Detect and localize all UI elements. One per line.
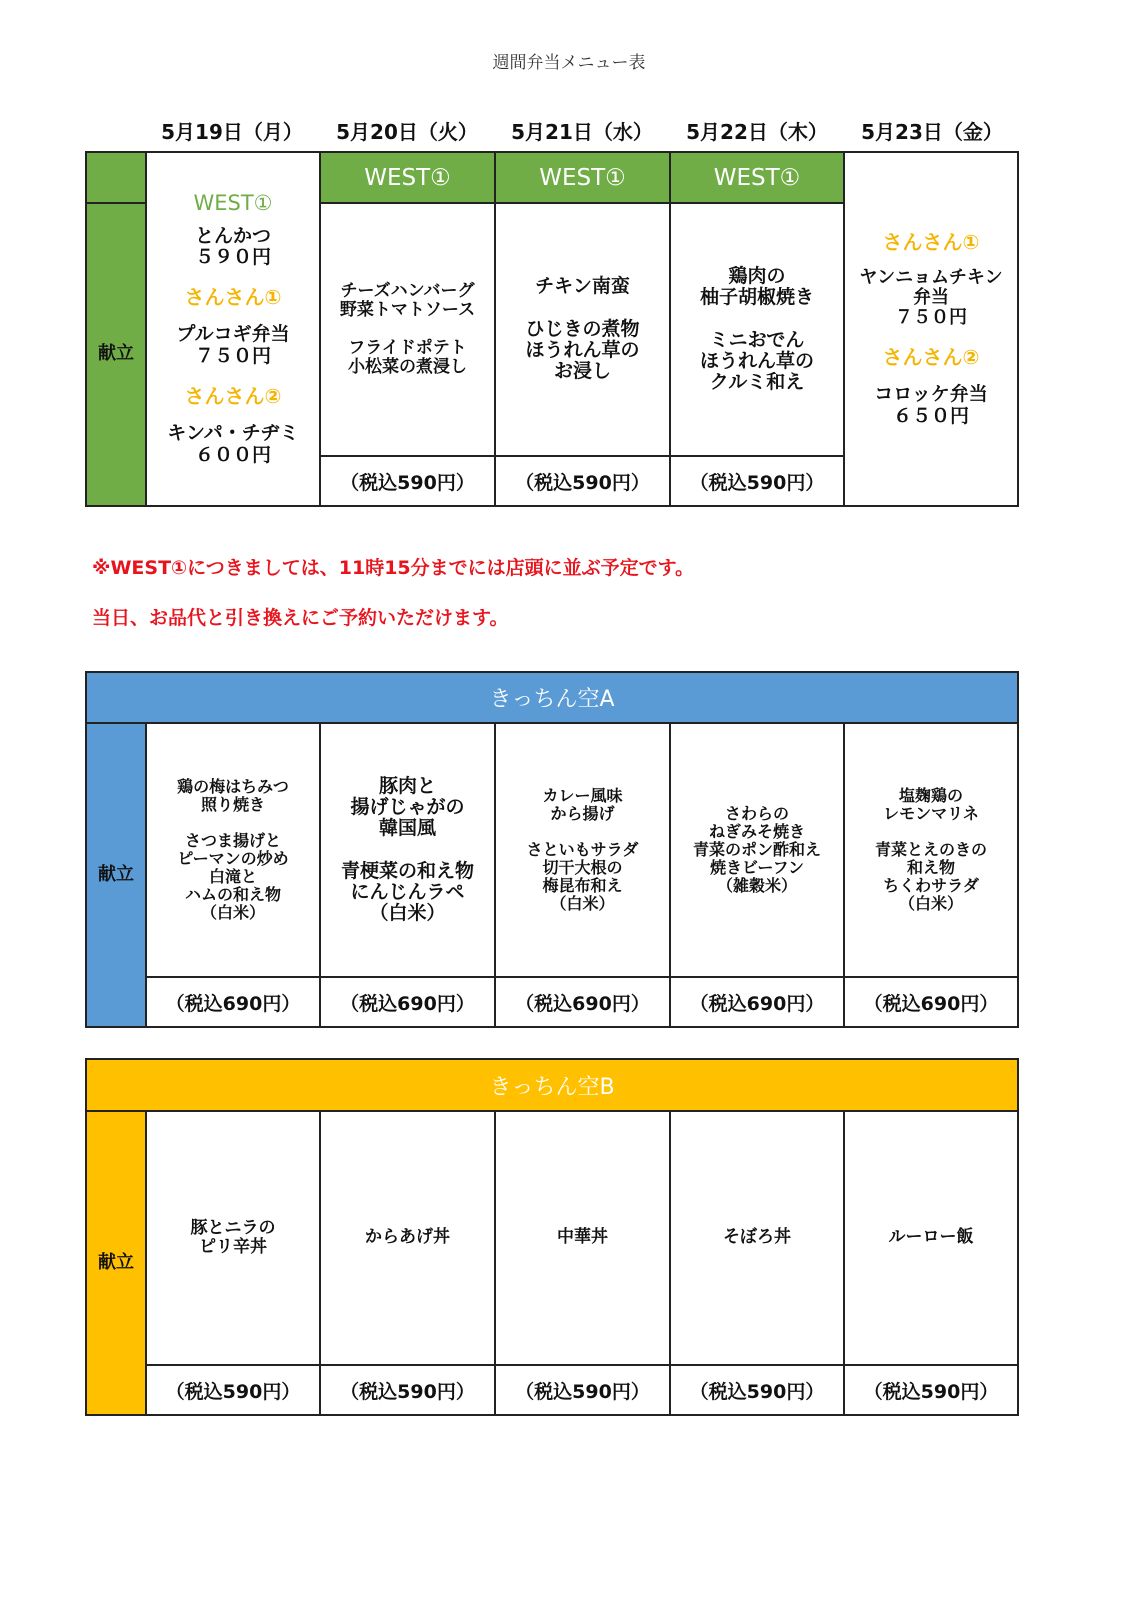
- west-tue-menu: [319, 202, 496, 457]
- sansan1-label: さんさん①: [882, 230, 980, 255]
- kitchen-a-menu-tue: 豚肉と 揚げじゃがの 韓国風 青梗菜の和え物 にんじんラペ （白米）: [319, 722, 496, 978]
- menu-item: とんかつ ５９０円: [194, 224, 271, 268]
- west-corner-cell: [85, 151, 147, 204]
- note-west-timing: ※WEST①につきましては、11時15分までには店頭に並ぶ予定です。: [92, 557, 695, 579]
- sansan1-label: さんさん①: [184, 285, 282, 310]
- kitchen-b-menu-fri: ルーロー飯: [843, 1110, 1019, 1366]
- kitchen-a-label-cell: [85, 722, 147, 1028]
- sansan2-label: さんさん②: [184, 384, 282, 409]
- menu-text: 鶏肉の 柚子胡椒焼き ミニおでん ほうれん草の クルミ和え: [699, 264, 814, 394]
- day-header-fri: 5月23日（金）: [861, 120, 1003, 144]
- west-fri-cell: [843, 151, 1019, 507]
- kitchen-a-price-tue: （税込690円）: [319, 976, 496, 1028]
- kitchen-b-price-wed: （税込590円）: [494, 1364, 671, 1416]
- west-thu-price: （税込590円）: [669, 455, 845, 507]
- kitchen-b-menu-thu: そぼろ丼: [669, 1110, 845, 1366]
- west-header-wed: WEST①: [494, 151, 671, 204]
- menu-item: プルコギ弁当 ７５０円: [176, 323, 290, 367]
- west-heading: WEST①: [193, 191, 273, 216]
- kitchen-b-menu-wed: 中華丼: [494, 1110, 671, 1366]
- row-label: 献立: [98, 343, 134, 365]
- kitchen-a-menu-wed: カレー風味 から揚げ さといもサラダ 切干大根の 梅昆布和え （白米）: [494, 722, 671, 978]
- west-wed-price: （税込590円）: [494, 455, 671, 507]
- kitchen-b-menu-mon: 豚とニラの ピリ辛丼: [145, 1110, 321, 1366]
- kitchen-a-menu-fri: 塩麹鶏の レモンマリネ 青菜とえのきの 和え物 ちくわサラダ （白米）: [843, 722, 1019, 978]
- west-header-thu: WEST①: [669, 151, 845, 204]
- menu-text: チキン南蛮 ひじきの煮物 ほうれん草の お浸し: [525, 275, 640, 383]
- menu-item: コロッケ弁当 ６５０円: [874, 383, 988, 427]
- kitchen-a-price-mon: （税込690円）: [145, 976, 321, 1028]
- kitchen-a-header: きっちん空A: [85, 671, 1019, 724]
- west-header-tue: WEST①: [319, 151, 496, 204]
- west-thu-menu: [669, 202, 845, 457]
- day-header-tue: 5月20日（火）: [336, 120, 478, 144]
- west-wed-menu: [494, 202, 671, 457]
- kitchen-b-price-thu: （税込590円）: [669, 1364, 845, 1416]
- day-header-wed: 5月21日（水）: [511, 120, 653, 144]
- note-reservation: 当日、お品代と引き換えにご予約いただけます。: [92, 607, 509, 629]
- kitchen-b-price-tue: （税込590円）: [319, 1364, 496, 1416]
- day-header-thu: 5月22日（木）: [686, 120, 828, 144]
- kitchen-b-header: きっちん空B: [85, 1058, 1019, 1112]
- menu-text: チーズハンバーグ 野菜トマトソース フライドポテト 小松菜の煮浸し: [339, 280, 476, 378]
- west-tue-price: （税込590円）: [319, 455, 496, 507]
- kitchen-b-label-cell: [85, 1110, 147, 1416]
- kitchen-b-price-mon: （税込590円）: [145, 1364, 321, 1416]
- west-mon-cell: [145, 151, 321, 507]
- day-header-mon: 5月19日（月）: [161, 120, 303, 144]
- row-label: 献立: [98, 863, 134, 885]
- page-title: 週間弁当メニュー表: [492, 53, 646, 73]
- west-label-cell: [85, 202, 147, 507]
- sansan2-label: さんさん②: [882, 344, 980, 369]
- kitchen-b-price-fri: （税込590円）: [843, 1364, 1019, 1416]
- kitchen-a-price-wed: （税込690円）: [494, 976, 671, 1028]
- row-label: 献立: [98, 1251, 134, 1273]
- kitchen-a-menu-thu: さわらの ねぎみそ焼き 青菜のポン酢和え 焼きビーフン （雑穀米）: [669, 722, 845, 978]
- menu-item: ヤンニョムチキン 弁当 ７５０円: [859, 266, 1003, 328]
- kitchen-a-menu-mon: 鶏の梅はちみつ 照り焼き さつま揚げと ピーマンの炒め 白滝と ハムの和え物 （白米）: [145, 722, 321, 978]
- kitchen-a-price-thu: （税込690円）: [669, 976, 845, 1028]
- menu-item: キンパ・チヂミ ６００円: [167, 422, 299, 466]
- kitchen-b-menu-tue: からあげ丼: [319, 1110, 496, 1366]
- kitchen-a-price-fri: （税込690円）: [843, 976, 1019, 1028]
